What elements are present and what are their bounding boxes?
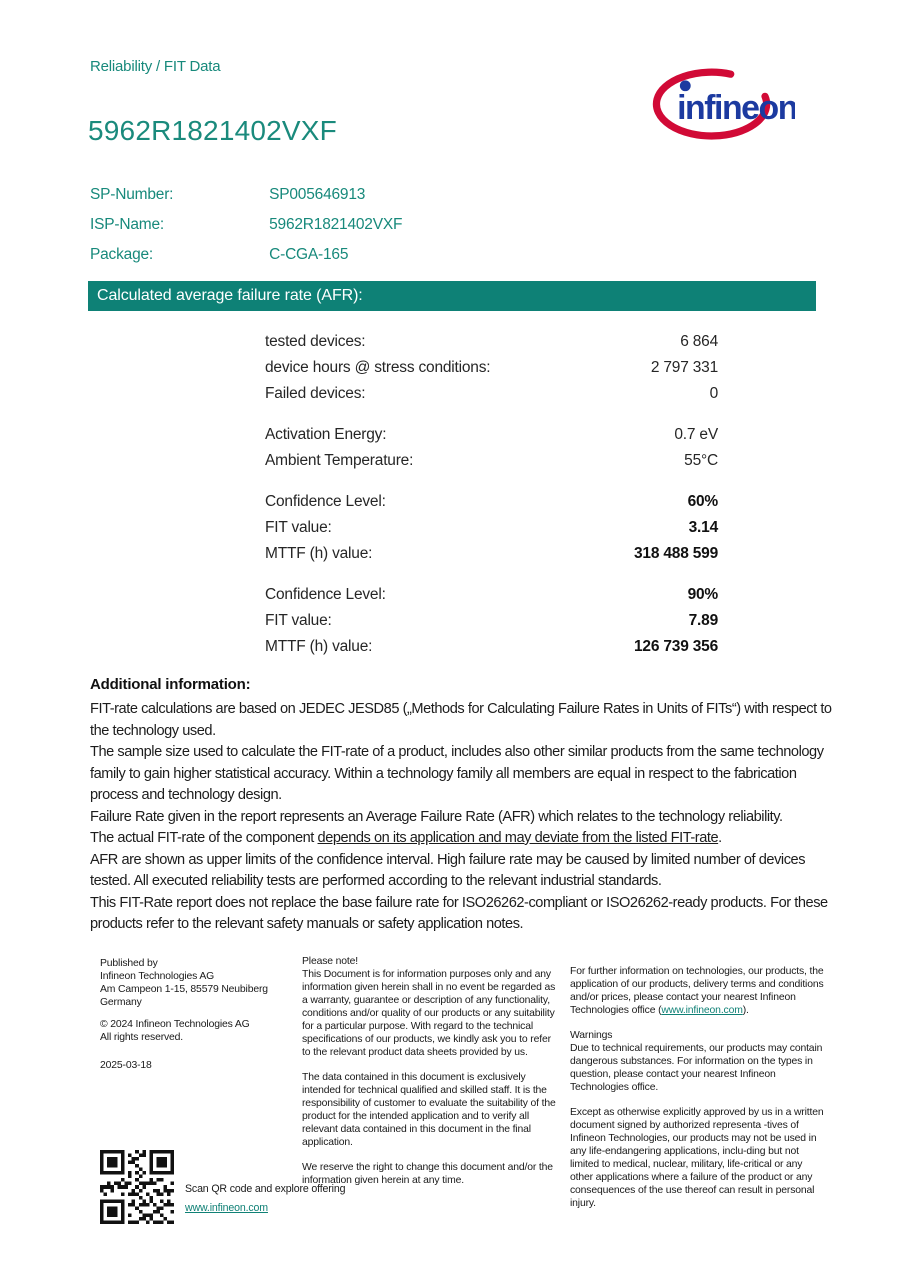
afr-group-test-stats bbox=[265, 329, 718, 407]
notice-paragraph: This Document is for information purposes only and any information given herein shall in no event be regarded as a warranty, guarantee or description of any functionality, conditions and/or quality of our products or any suitability for a particular purpose. With regard to the technical specifications of our products, we kindly ask you to refer to the relevant product data sheets provided by us. bbox=[302, 969, 556, 1058]
mttf-value: 318 488 599 bbox=[634, 545, 718, 562]
additional-information-section bbox=[90, 676, 832, 936]
package-value: C-CGA-165 bbox=[269, 246, 349, 263]
confidence-level-value: 90% bbox=[687, 586, 718, 603]
contact-paragraph bbox=[570, 965, 824, 1017]
table-row bbox=[265, 448, 718, 474]
failed-devices-value: 0 bbox=[709, 385, 718, 402]
document-date: 2025-03-18 bbox=[100, 1060, 152, 1071]
package-label: Package: bbox=[90, 246, 154, 263]
activation-energy-label: Activation Energy: bbox=[265, 426, 387, 443]
table-row bbox=[265, 541, 718, 567]
please-note-heading: Please note! bbox=[302, 956, 358, 967]
fit-value: 3.14 bbox=[688, 519, 718, 536]
afr-section-header: Calculated average failure rate (AFR): bbox=[88, 281, 816, 311]
footer-notice-column bbox=[302, 955, 556, 1187]
table-row bbox=[265, 582, 718, 608]
table-row bbox=[265, 329, 718, 355]
confidence-level-label: Confidence Level: bbox=[265, 493, 386, 510]
please-note-block bbox=[302, 955, 556, 1059]
warnings-block bbox=[570, 1029, 824, 1094]
tested-devices-value: 6 864 bbox=[680, 333, 718, 350]
table-row bbox=[265, 608, 718, 634]
sp-number-label: SP-Number: bbox=[90, 186, 174, 203]
tested-devices-label: tested devices: bbox=[265, 333, 366, 350]
copyright-block bbox=[100, 1018, 285, 1044]
paragraph: Failure Rate given in the report represents an Average Failure Rate (AFR) which relates to the technology reliability. bbox=[90, 808, 783, 825]
published-by-label: Published by bbox=[100, 958, 158, 969]
paragraph: FIT-rate calculations are based on JEDEC JESD85 („Methods for Calculating Failure Rates in Units of FITs“) with respect to the technology used. bbox=[90, 701, 832, 739]
fit-value-label: FIT value: bbox=[265, 519, 332, 536]
product-info-row bbox=[90, 180, 690, 210]
table-row bbox=[265, 355, 718, 381]
isp-name-value: 5962R1821402VXF bbox=[269, 216, 403, 233]
paragraph-text: . bbox=[718, 830, 722, 846]
mttf-value: 126 739 356 bbox=[634, 638, 718, 655]
mttf-value-label: MTTF (h) value: bbox=[265, 638, 373, 655]
afr-group-conditions bbox=[265, 422, 718, 474]
copyright-line: © 2024 Infineon Technologies AG bbox=[100, 1019, 250, 1030]
device-hours-label: device hours @ stress conditions: bbox=[265, 359, 491, 376]
paragraph-text: The actual FIT-rate of the component bbox=[90, 830, 318, 846]
qr-website-link[interactable]: www.infineon.com bbox=[185, 1202, 268, 1214]
device-hours-value: 2 797 331 bbox=[650, 359, 718, 376]
footer-contact-column bbox=[570, 965, 824, 1210]
ambient-temperature-label: Ambient Temperature: bbox=[265, 452, 414, 469]
page-title: 5962R1821402VXF bbox=[88, 115, 337, 146]
paragraph: This FIT-Rate report does not replace the base failure rate for ISO26262-compliant or ISO26262-ready products. For these products refer to the relevant safety manuals or safety application notes. bbox=[90, 894, 828, 932]
paragraph: AFR are shown as upper limits of the confidence interval. High failure rate may be caused by limited number of devices tested. All executed reliability tests are performed according to the relevant industrial standards. bbox=[90, 851, 806, 889]
confidence-level-value: 60% bbox=[687, 493, 718, 510]
afr-group-confidence-60 bbox=[265, 489, 718, 567]
ambient-temperature-value: 55°C bbox=[684, 452, 718, 469]
sp-number-value: SP005646913 bbox=[269, 186, 366, 203]
contact-text: ). bbox=[742, 1005, 749, 1016]
table-row bbox=[265, 489, 718, 515]
table-row bbox=[265, 422, 718, 448]
isp-name-label: ISP-Name: bbox=[90, 216, 164, 233]
footer-publisher-column bbox=[100, 957, 285, 1072]
product-info-row bbox=[90, 240, 690, 270]
qr-caption: Scan QR code and explore offering bbox=[185, 1183, 346, 1195]
table-row bbox=[265, 515, 718, 541]
rights-line: All rights reserved. bbox=[100, 1032, 184, 1043]
contact-text: For further information on technologies, our products, the application of our products, delivery terms and conditions and/or prices, please contact your nearest Infineon Technologies office ( bbox=[570, 966, 824, 1016]
warnings-heading: Warnings bbox=[570, 1030, 613, 1041]
notice-paragraph: We reserve the right to change this document and/or the information given herein at any time. bbox=[302, 1162, 553, 1186]
failed-devices-label: Failed devices: bbox=[265, 385, 366, 402]
logo-wordmark: infineon bbox=[677, 89, 795, 128]
confidence-level-label: Confidence Level: bbox=[265, 586, 386, 603]
notice-paragraph: The data contained in this document is exclusively intended for technical qualified and skilled staff. It is the responsibility of customer to evaluate the suitability of the product for the intended application and to verify all relevant data contained in this document in the final application. bbox=[302, 1072, 556, 1148]
table-row bbox=[265, 381, 718, 407]
underlined-text: depends on its application and may deviate from the listed FIT-rate bbox=[317, 830, 719, 846]
additional-information-heading: Additional information: bbox=[90, 676, 251, 693]
publisher-country: Germany bbox=[100, 997, 142, 1008]
warnings-paragraph: Due to technical requirements, our products may contain dangerous substances. For information on the types in question, please contact your nearest Infineon Technologies office. bbox=[570, 1043, 823, 1093]
infineon-website-link[interactable]: www.infineon.com bbox=[661, 1005, 743, 1016]
paragraph: The sample size used to calculate the FIT-rate of a product, includes also other similar products from the same technology family to gain higher statistical accuracy. Within a technology family all members are equal in respect to the fabrication process and technology design. bbox=[90, 744, 824, 803]
afr-table bbox=[265, 329, 718, 675]
product-info-row bbox=[90, 210, 690, 240]
document-kicker: Reliability / FIT Data bbox=[90, 58, 221, 75]
paragraph bbox=[90, 828, 832, 850]
publisher-address bbox=[100, 957, 285, 1009]
table-row bbox=[265, 634, 718, 660]
infineon-logo-icon bbox=[650, 64, 795, 146]
fit-value: 7.89 bbox=[688, 612, 718, 629]
approval-paragraph: Except as otherwise explicitly approved by us in a written document signed by authorized representa -tives of Infineon Technologies, our products may not be used in any life-endangering applications, inclu-ding but not limited to medical, nuclear, military, life-critical or any other applications where a failure of the product or any consequences of the use thereof can result in personal injury. bbox=[570, 1107, 824, 1209]
mttf-value-label: MTTF (h) value: bbox=[265, 545, 373, 562]
qr-code bbox=[100, 1150, 174, 1224]
publisher-name: Infineon Technologies AG bbox=[100, 971, 215, 982]
activation-energy-value: 0.7 eV bbox=[674, 426, 718, 443]
afr-group-confidence-90 bbox=[265, 582, 718, 660]
publisher-street: Am Campeon 1-15, 85579 Neubiberg bbox=[100, 984, 268, 995]
product-info bbox=[90, 180, 690, 270]
fit-value-label: FIT value: bbox=[265, 612, 332, 629]
